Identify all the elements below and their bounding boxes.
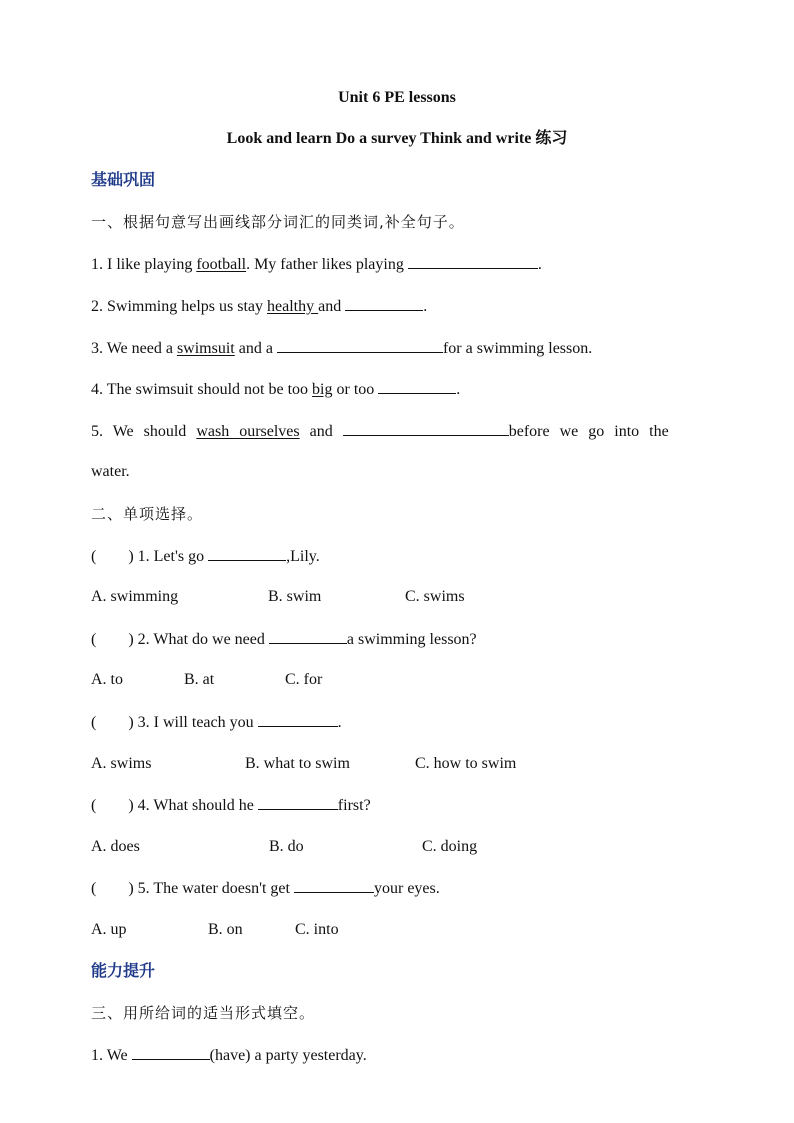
mc-question-4: ( ) 4. What should he first? (91, 797, 371, 814)
answer-blank[interactable] (277, 338, 443, 353)
p1-question-2: 2. Swimming helps us stay healthy and . (91, 298, 428, 315)
mc-5-option-c[interactable]: C. into (295, 921, 339, 938)
p1-question-1: 1. I like playing football. My father likes playing . (91, 256, 542, 273)
part1-heading: 一、根据句意写出画线部分词汇的同类词,补全句子。 (91, 213, 465, 231)
mc-question-2: ( ) 2. What do we need a swimming lesson? (91, 631, 477, 648)
mc-3-option-a[interactable]: A. swims (91, 755, 152, 772)
page-title: Unit 6 PE lessons (338, 89, 456, 106)
mc-2-option-c[interactable]: C. for (285, 671, 323, 688)
part3-heading: 三、用所给词的适当形式填空。 (91, 1004, 316, 1022)
mc-5-option-a[interactable]: A. up (91, 921, 127, 938)
p1-question-4: 4. The swimsuit should not be too big or too . (91, 381, 461, 398)
answer-blank[interactable] (378, 379, 456, 394)
mc-3-option-c[interactable]: C. how to swim (415, 755, 517, 772)
mc-4-option-a[interactable]: A. does (91, 838, 140, 855)
mc-question-5: ( ) 5. The water doesn't get your eyes. (91, 880, 440, 897)
mc-2-option-b[interactable]: B. at (184, 671, 215, 688)
section-heading-advanced: 能力提升 (91, 961, 156, 980)
p3-question-1: 1. We (have) a party yesterday. (91, 1047, 367, 1064)
mc-1-option-c[interactable]: C. swims (405, 588, 465, 605)
p1-question-3: 3. We need a swimsuit and a for a swimming lesson. (91, 340, 593, 357)
mc-question-1: ( ) 1. Let's go ,Lily. (91, 548, 320, 565)
answer-blank[interactable] (294, 878, 374, 893)
mc-5-option-b[interactable]: B. on (208, 921, 243, 938)
mc-2-option-a[interactable]: A. to (91, 671, 123, 688)
p1-question-5: 5. We should wash ourselves and before we go into the (91, 423, 669, 440)
section-heading-basic: 基础巩固 (91, 170, 156, 189)
answer-blank[interactable] (408, 254, 538, 269)
page-subtitle: Look and learn Do a survey Think and write 练习 (226, 130, 568, 147)
answer-blank[interactable] (132, 1045, 210, 1060)
answer-blank[interactable] (343, 421, 509, 436)
mc-4-option-c[interactable]: C. doing (422, 838, 478, 855)
mc-1-option-b[interactable]: B. swim (268, 588, 322, 605)
answer-blank[interactable] (258, 795, 338, 810)
answer-blank[interactable] (208, 546, 286, 561)
mc-question-3: ( ) 3. I will teach you . (91, 714, 342, 731)
answer-blank[interactable] (269, 629, 347, 644)
part2-heading: 二、单项选择。 (91, 505, 204, 523)
p1-question-5-cont: water. (91, 463, 130, 480)
mc-3-option-b[interactable]: B. what to swim (245, 755, 350, 772)
mc-4-option-b[interactable]: B. do (269, 838, 304, 855)
answer-blank[interactable] (258, 712, 338, 727)
answer-blank[interactable] (345, 296, 423, 311)
mc-1-option-a[interactable]: A. swimming (91, 588, 179, 605)
